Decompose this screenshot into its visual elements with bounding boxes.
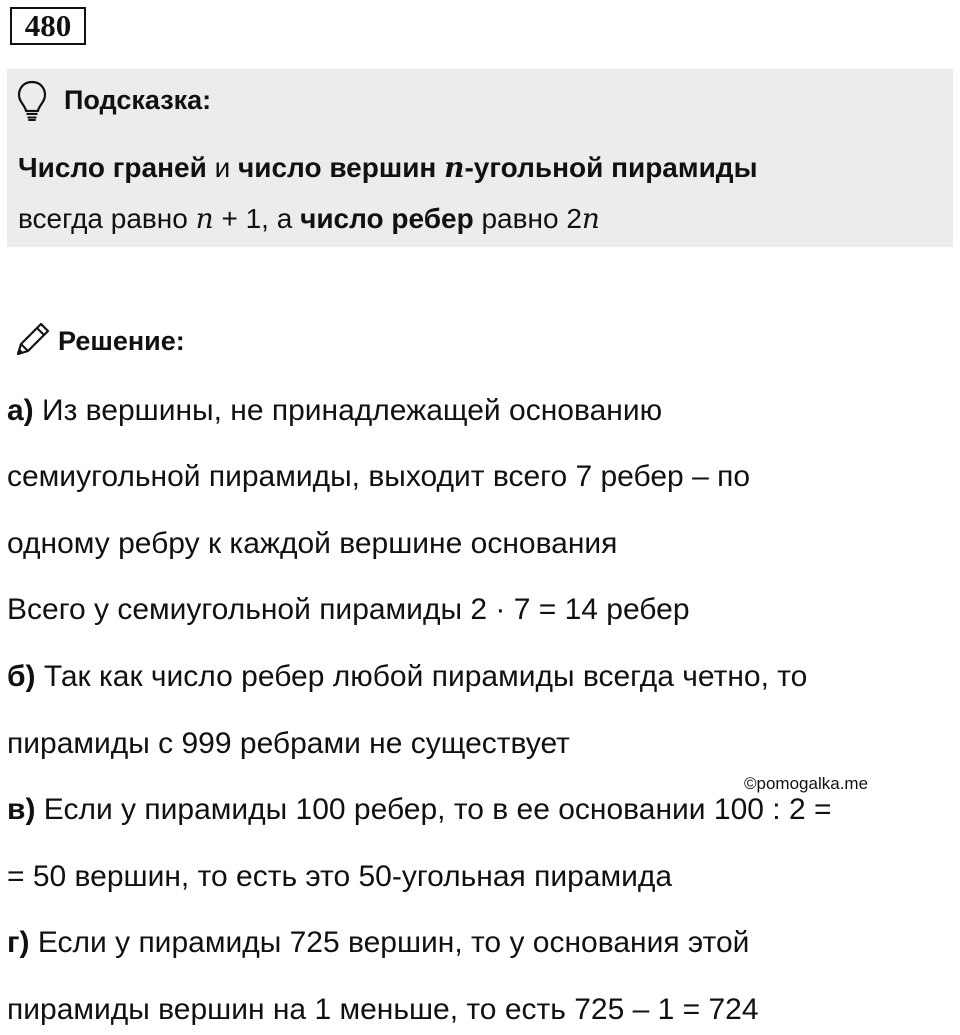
solution-text: Так как число ребер любой пирамиды всегда четно, то bbox=[35, 660, 808, 693]
solution-text: Если у пирамиды 725 вершин, то у основания этой bbox=[29, 926, 750, 959]
item-label-a: а) bbox=[7, 394, 34, 427]
hint-edges-term: число ребер bbox=[300, 203, 474, 234]
hint-text: и bbox=[206, 152, 238, 183]
lightbulb-icon bbox=[17, 79, 47, 123]
problem-number: 480 bbox=[10, 7, 86, 45]
solution-line-b2: пирамиды с 999 ребрами не существует bbox=[7, 727, 570, 760]
item-label-c: в) bbox=[7, 793, 36, 826]
hint-faces-term: Число граней bbox=[18, 152, 207, 183]
hint-text: равно 2 bbox=[473, 203, 582, 234]
hint-var-n: n bbox=[581, 202, 600, 235]
solution-line-c1 bbox=[7, 792, 831, 828]
solution-text: Если у пирамиды 100 ребер, то в ее основании 100 : 2 = bbox=[35, 793, 832, 826]
solution-line-d2: пирамиды вершин на 1 меньше, то есть 725 – 1 = 724 bbox=[7, 993, 759, 1026]
item-label-b: б) bbox=[7, 660, 36, 693]
solution-line-a1 bbox=[7, 393, 662, 429]
watermark: ©pomogalka.me bbox=[744, 774, 869, 793]
hint-var-n: n bbox=[195, 202, 214, 235]
hint-var-n: n bbox=[444, 151, 465, 184]
solution-line-d1 bbox=[7, 925, 749, 961]
solution-line-a3: одному ребру к каждой вершине основания bbox=[7, 527, 618, 560]
solution-line-a4: Всего у семиугольной пирамиды 2 · 7 = 14 ребер bbox=[7, 593, 690, 626]
item-label-d: г) bbox=[7, 926, 30, 959]
hint-vertices-term: число вершин bbox=[238, 152, 445, 183]
solution-title: Решение: bbox=[58, 326, 185, 356]
hint-title: Подсказка: bbox=[64, 85, 212, 115]
hint-box bbox=[7, 69, 953, 247]
hint-line-1 bbox=[18, 151, 757, 185]
hint-pyramid-term: -угольной пирамиды bbox=[464, 152, 758, 183]
hint-text: + 1, а bbox=[213, 203, 301, 234]
pencil-icon bbox=[12, 320, 52, 360]
solution-text: Из вершины, не принадлежащей основанию bbox=[33, 394, 663, 427]
hint-text: всегда равно bbox=[18, 203, 196, 234]
solution-line-b1 bbox=[7, 659, 807, 695]
hint-line-2 bbox=[18, 202, 600, 236]
solution-line-c2: = 50 вершин, то есть это 50-угольная пирамида bbox=[7, 860, 673, 893]
solution-line-a2: семиугольной пирамиды, выходит всего 7 ребер – по bbox=[7, 460, 751, 493]
